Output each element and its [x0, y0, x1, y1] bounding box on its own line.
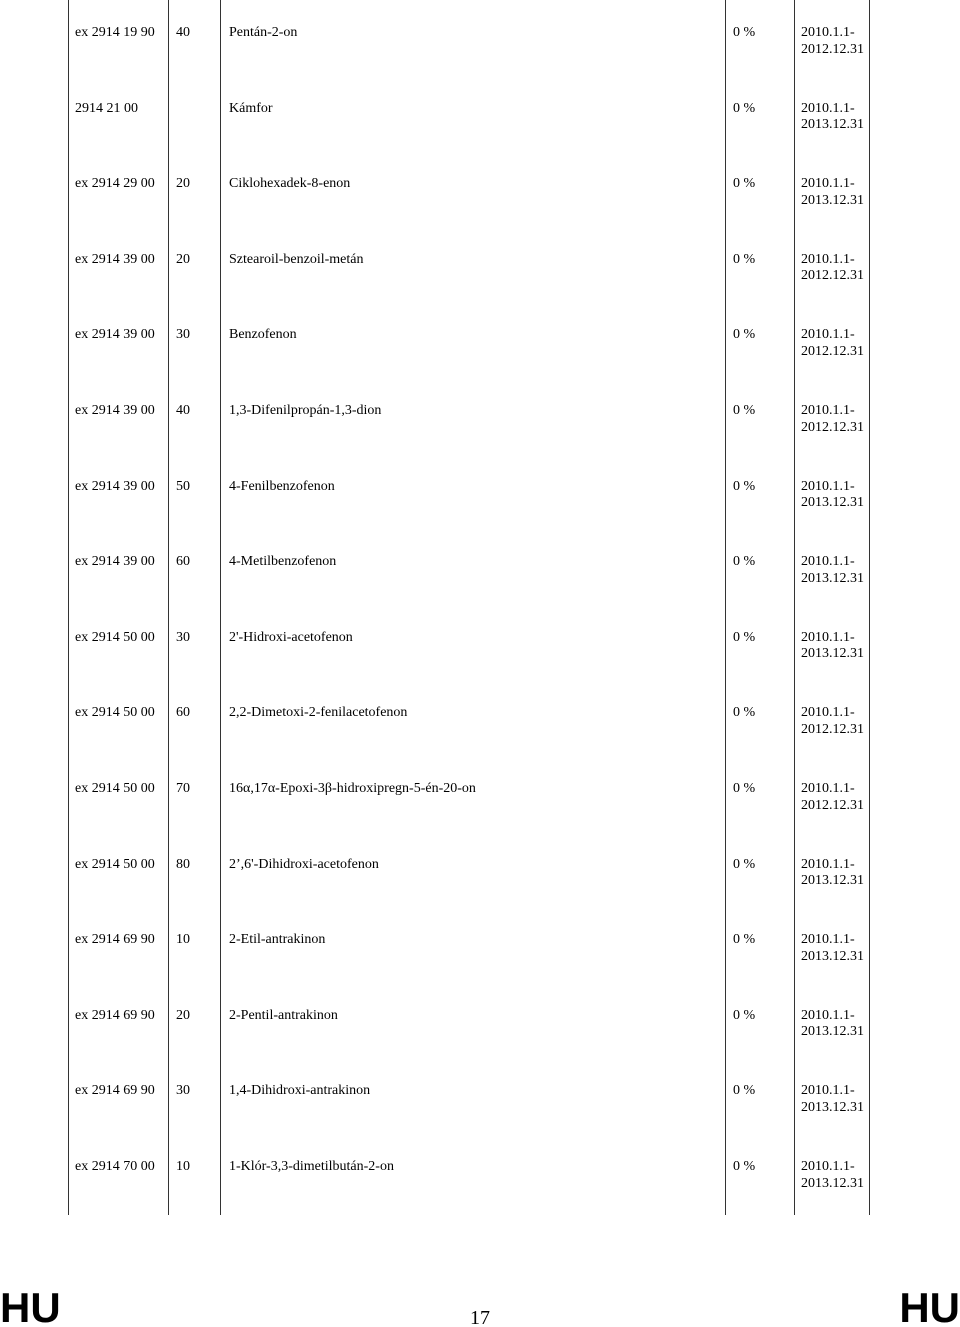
- taric-subdivision-cell: 10: [176, 932, 190, 948]
- validity-period-cell: [801, 857, 864, 890]
- taric-subdivision-cell: 70: [176, 781, 190, 796]
- description-cell: 2'-Hidroxi-acetofenon: [229, 629, 353, 645]
- description-cell: 1,4-Dihidroxi-antrakinon: [229, 1083, 371, 1099]
- cn-code-cell: ex 2914 39 00: [75, 403, 155, 418]
- table-row: [68, 378, 870, 454]
- period-start: 2010.1.1-: [801, 327, 855, 343]
- duty-rate-cell: 0 %: [733, 100, 756, 116]
- duty-rate-cell: 0 %: [733, 554, 756, 570]
- table-body: [68, 0, 870, 1215]
- table-row: [68, 0, 870, 76]
- period-start: 2010.1.1-: [801, 781, 855, 796]
- page-footer: [0, 1280, 960, 1327]
- validity-period-cell: [801, 25, 864, 58]
- table-row: [68, 151, 870, 227]
- duty-rate-cell: 0 %: [733, 932, 756, 948]
- description-cell: 1,3-Difenilpropán-1,3-dion: [229, 403, 382, 418]
- period-start: 2010.1.1-: [801, 629, 855, 645]
- taric-subdivision-cell: 40: [176, 403, 190, 418]
- table-row: [68, 680, 870, 756]
- duty-rate-cell: 0 %: [733, 251, 756, 267]
- period-end: 2013.12.31: [801, 1175, 864, 1191]
- description-cell: 16α,17α-Epoxi-3β-hidroxipregn-5-én-20-on: [229, 781, 476, 796]
- cn-code-cell: ex 2914 69 90: [75, 932, 155, 948]
- cn-code-cell: ex 2914 50 00: [75, 856, 155, 872]
- description-cell: Pentán-2-on: [229, 25, 298, 40]
- validity-period-cell: [801, 252, 864, 285]
- validity-period-cell: [801, 101, 864, 134]
- period-start: 2010.1.1-: [801, 932, 855, 948]
- duty-rate-cell: 0 %: [733, 25, 756, 40]
- validity-period-cell: [801, 554, 864, 587]
- cn-code-cell: ex 2914 39 00: [75, 554, 155, 570]
- taric-subdivision-cell: 60: [176, 554, 190, 570]
- cn-code-cell: ex 2914 50 00: [75, 705, 155, 721]
- duty-rate-cell: 0 %: [733, 1083, 756, 1099]
- description-cell: 4-Fenilbenzofenon: [229, 478, 335, 494]
- cn-code-cell: ex 2914 39 00: [75, 327, 155, 343]
- validity-period-cell: [801, 1083, 864, 1116]
- period-end: 2013.12.31: [801, 948, 864, 964]
- period-start: 2010.1.1-: [801, 856, 855, 872]
- period-end: 2012.12.31: [801, 419, 864, 435]
- period-end: 2013.12.31: [801, 646, 864, 662]
- taric-subdivision-cell: 60: [176, 705, 190, 721]
- cn-code-cell: ex 2914 50 00: [75, 629, 155, 645]
- table-row: [68, 605, 870, 681]
- period-end: 2012.12.31: [801, 797, 864, 813]
- footer-language-code-left: HU: [0, 1284, 61, 1327]
- description-cell: 2-Pentil-antrakinon: [229, 1007, 338, 1023]
- table-row: [68, 529, 870, 605]
- tariff-table: [68, 0, 870, 1215]
- period-start: 2010.1.1-: [801, 1159, 855, 1174]
- cn-code-cell: ex 2914 39 00: [75, 251, 155, 267]
- period-start: 2010.1.1-: [801, 251, 855, 267]
- description-cell: Kámfor: [229, 100, 273, 116]
- validity-period-cell: [801, 1008, 864, 1041]
- description-cell: Benzofenon: [229, 327, 297, 343]
- period-start: 2010.1.1-: [801, 1083, 855, 1099]
- validity-period-cell: [801, 479, 864, 512]
- period-start: 2010.1.1-: [801, 554, 855, 570]
- table-row: [68, 907, 870, 983]
- taric-subdivision-cell: 30: [176, 629, 190, 645]
- period-end: 2012.12.31: [801, 268, 864, 284]
- taric-subdivision-cell: 40: [176, 25, 190, 40]
- duty-rate-cell: 0 %: [733, 705, 756, 721]
- taric-subdivision-cell: 30: [176, 1083, 190, 1099]
- table-row: [68, 76, 870, 152]
- period-end: 2013.12.31: [801, 495, 864, 511]
- validity-period-cell: [801, 630, 864, 663]
- period-end: 2013.12.31: [801, 570, 864, 586]
- table-row: [68, 832, 870, 908]
- cn-code-cell: ex 2914 29 00: [75, 176, 155, 192]
- duty-rate-cell: 0 %: [733, 856, 756, 872]
- cn-code-cell: ex 2914 39 00: [75, 478, 155, 494]
- description-cell: 2’,6'-Dihidroxi-acetofenon: [229, 856, 379, 872]
- taric-subdivision-cell: 50: [176, 478, 190, 494]
- table-row: [68, 1134, 870, 1210]
- period-end: 2012.12.31: [801, 721, 864, 737]
- taric-subdivision-cell: 20: [176, 176, 190, 192]
- duty-rate-cell: 0 %: [733, 1007, 756, 1023]
- cn-code-cell: ex 2914 69 90: [75, 1083, 155, 1099]
- duty-rate-cell: 0 %: [733, 403, 756, 418]
- period-end: 2013.12.31: [801, 873, 864, 889]
- cn-code-cell: 2914 21 00: [75, 100, 138, 116]
- table-row: [68, 1058, 870, 1134]
- page-number: 17: [470, 1307, 490, 1327]
- cn-code-cell: ex 2914 70 00: [75, 1159, 155, 1174]
- cn-code-cell: ex 2914 69 90: [75, 1007, 155, 1023]
- period-end: 2013.12.31: [801, 1099, 864, 1115]
- period-end: 2012.12.31: [801, 41, 864, 57]
- description-cell: Ciklohexadek-8-enon: [229, 176, 351, 192]
- period-start: 2010.1.1-: [801, 25, 855, 40]
- duty-rate-cell: 0 %: [733, 781, 756, 796]
- validity-period-cell: [801, 781, 864, 814]
- period-end: 2013.12.31: [801, 192, 864, 208]
- period-start: 2010.1.1-: [801, 1007, 855, 1023]
- table-row: [68, 302, 870, 378]
- period-start: 2010.1.1-: [801, 100, 855, 116]
- description-cell: 1-Klór-3,3-dimetilbután-2-on: [229, 1159, 394, 1174]
- duty-rate-cell: 0 %: [733, 327, 756, 343]
- period-end: 2013.12.31: [801, 117, 864, 133]
- period-end: 2012.12.31: [801, 343, 864, 359]
- taric-subdivision-cell: 20: [176, 251, 190, 267]
- validity-period-cell: [801, 403, 864, 436]
- validity-period-cell: [801, 932, 864, 965]
- description-cell: Sztearoil-benzoil-metán: [229, 251, 364, 267]
- period-start: 2010.1.1-: [801, 176, 855, 192]
- validity-period-cell: [801, 705, 864, 738]
- table-row: [68, 227, 870, 303]
- taric-subdivision-cell: 30: [176, 327, 190, 343]
- cn-code-cell: ex 2914 50 00: [75, 781, 155, 796]
- table-row: [68, 983, 870, 1059]
- taric-subdivision-cell: 10: [176, 1159, 190, 1174]
- description-cell: 4-Metilbenzofenon: [229, 554, 337, 570]
- footer-language-code-right: HU: [899, 1284, 960, 1327]
- period-end: 2013.12.31: [801, 1024, 864, 1040]
- table-row: [68, 756, 870, 832]
- table-row: [68, 454, 870, 530]
- duty-rate-cell: 0 %: [733, 478, 756, 494]
- taric-subdivision-cell: 20: [176, 1007, 190, 1023]
- duty-rate-cell: 0 %: [733, 1159, 756, 1174]
- validity-period-cell: [801, 327, 864, 360]
- description-cell: 2,2-Dimetoxi-2-fenilacetofenon: [229, 705, 408, 721]
- duty-rate-cell: 0 %: [733, 176, 756, 192]
- period-start: 2010.1.1-: [801, 705, 855, 721]
- duty-rate-cell: 0 %: [733, 629, 756, 645]
- validity-period-cell: [801, 176, 864, 209]
- description-cell: 2-Etil-antrakinon: [229, 932, 326, 948]
- cn-code-cell: ex 2914 19 90: [75, 25, 155, 40]
- taric-subdivision-cell: 80: [176, 856, 190, 872]
- period-start: 2010.1.1-: [801, 403, 855, 418]
- period-start: 2010.1.1-: [801, 478, 855, 494]
- validity-period-cell: [801, 1159, 864, 1192]
